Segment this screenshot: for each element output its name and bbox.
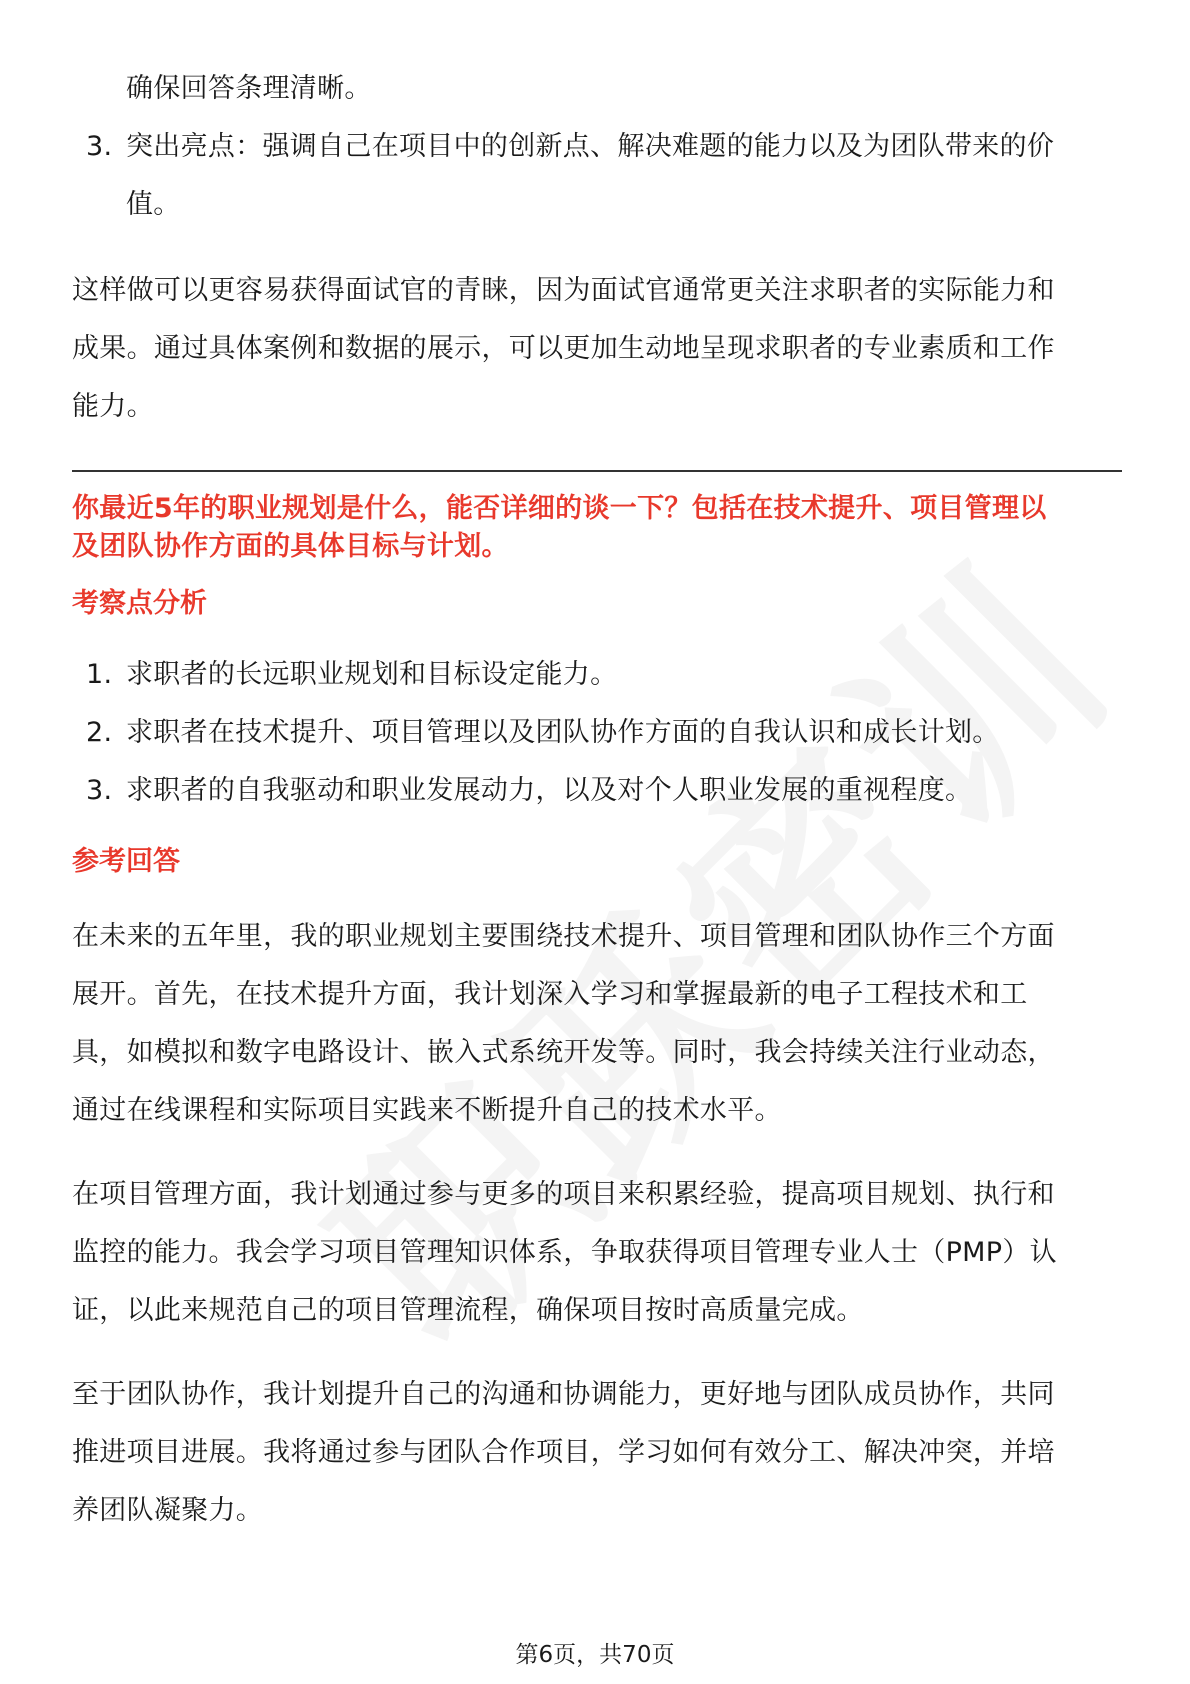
answer-paragraph: 至于团队协作，我计划提升自己的沟通和协调能力，更好地与团队成员协作，共同 推进项目进展。我将通过参与团队合作项目，学习如何有效分工、解决冲突，并培 养团队凝聚力。 (72, 1379, 1055, 1526)
page-content (72, 70, 1122, 1540)
answer-paragraph: 在项目管理方面，我计划通过参与更多的项目来积累经验，提高项目规划、执行和 监控的能力。我会学习项目管理知识体系，争取获得项目管理专业人士（PMP）认 证，以此来规范自己的项目管理流程，确保项目按时高质量完成。 (72, 1179, 1057, 1326)
top-list (72, 118, 1122, 234)
interview-question: 你最近5年的职业规划是什么，能否详细的谈一下？包括在技术提升、项目管理以 及团队协作方面的具体目标与计划。 (72, 493, 1047, 562)
list-item: 1. 求职者的长远职业规划和目标设定能力。 (86, 659, 618, 690)
continuation-line: 确保回答条理清晰。 (126, 73, 372, 104)
section-divider (72, 470, 1122, 472)
summary-paragraph: 这样做可以更容易获得面试官的青睐，因为面试官通常更关注求职者的实际能力和 成果。通过具体案例和数据的展示，可以更加生动地呈现求职者的专业素质和工作 能力。 (72, 275, 1055, 422)
list-item: 3. 突出亮点：强调自己在项目中的创新点、解决难题的能力以及为团队带来的价 (86, 131, 1055, 162)
page-number: 第6页，共70页 (515, 1642, 675, 1668)
list-item: 值。 (126, 189, 181, 220)
list-item: 2. 求职者在技术提升、项目管理以及团队协作方面的自我认识和成长计划。 (86, 717, 1000, 748)
analysis-heading: 考察点分析 (72, 588, 207, 619)
answer-heading: 参考回答 (72, 846, 180, 877)
analysis-list (72, 646, 1122, 820)
list-item: 3. 求职者的自我驱动和职业发展动力，以及对个人职业发展的重视程度。 (86, 775, 973, 806)
answer-paragraph: 在未来的五年里，我的职业规划主要围绕技术提升、项目管理和团队协作三个方面 展开。首先，在技术提升方面，我计划深入学习和掌握最新的电子工程技术和工 具，如模拟和数字电路设计、嵌入式系统开发等。同时，我会持续关注行业动态， 通过在线课程和实际项目实践来不断提升自己的技术水平。 (72, 921, 1055, 1126)
